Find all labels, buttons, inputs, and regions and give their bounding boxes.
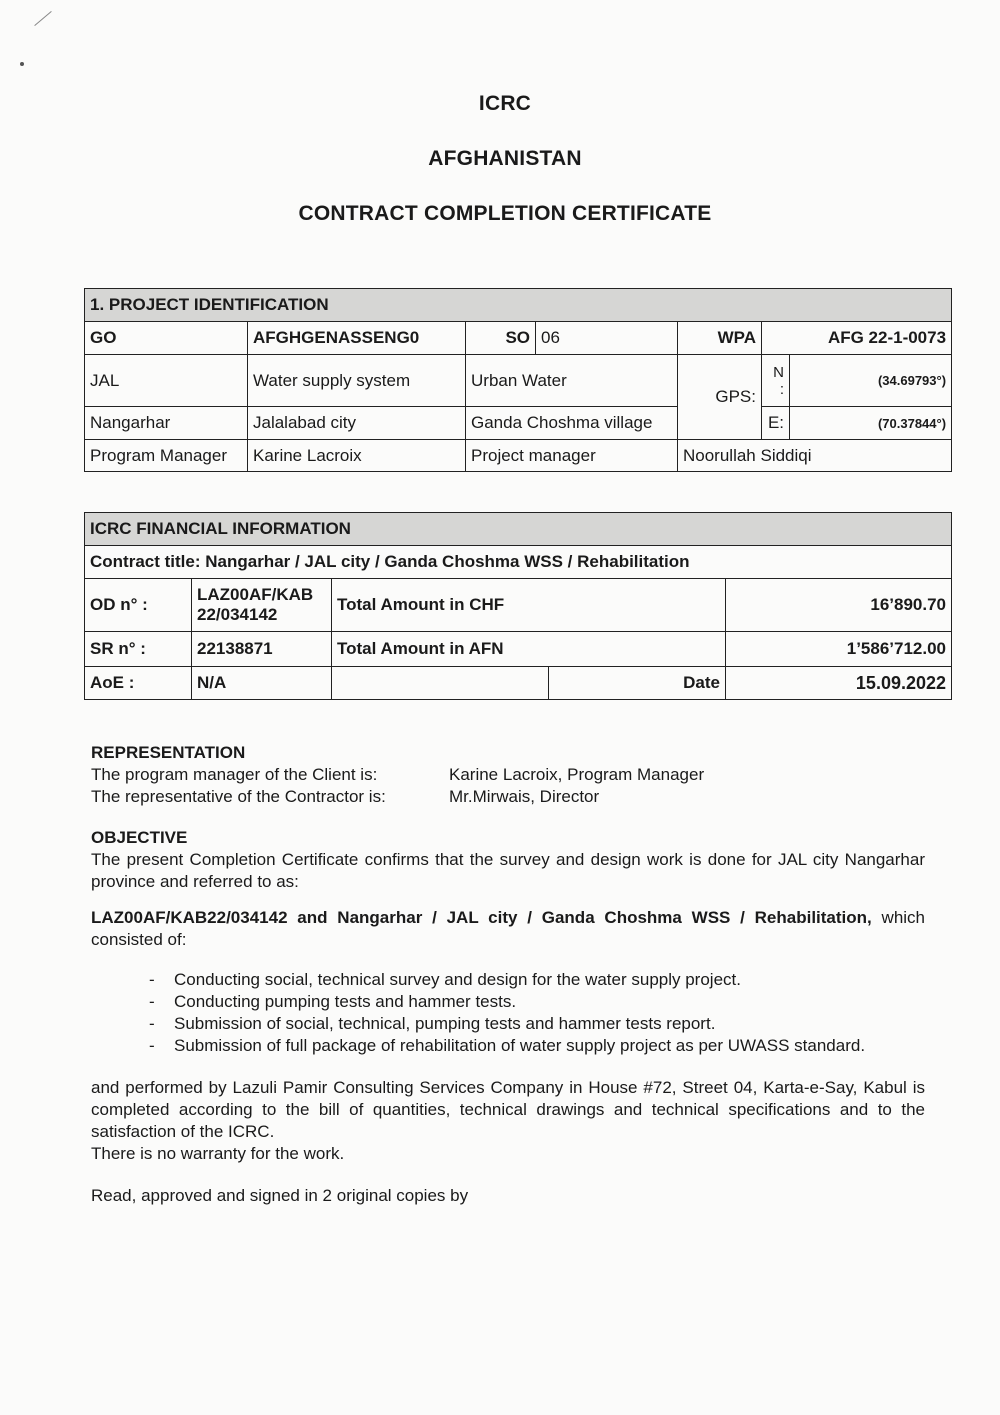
- go-label: GO: [85, 322, 248, 355]
- list-item: - Submission of social, technical, pumping tests and hammer tests report.: [91, 1013, 925, 1035]
- financial-information-table: [84, 512, 952, 700]
- province: Nangarhar: [85, 407, 248, 440]
- village: Ganda Choshma village: [466, 407, 678, 440]
- total-chf-label: Total Amount in CHF: [332, 579, 726, 632]
- list-item: - Conducting social, technical survey and design for the water supply project.: [91, 969, 925, 991]
- date-label: Date: [549, 667, 726, 700]
- project-manager-label: Project manager: [466, 440, 678, 472]
- objective-section: [91, 827, 925, 1207]
- document-title: CONTRACT COMPLETION CERTIFICATE: [298, 202, 712, 225]
- client-representative-row: [91, 764, 704, 786]
- contract-title-row: [85, 546, 952, 579]
- project-manager-name: Noorullah Siddiqi: [678, 440, 952, 472]
- gps-e-label: E:: [762, 407, 790, 440]
- total-afn-value: 1’586’712.00: [726, 632, 952, 667]
- go-value: AFGHGENASSENG0: [248, 322, 466, 355]
- city: Jalalabad city: [248, 407, 466, 440]
- signature-statement: Read, approved and signed in 2 original copies by: [91, 1186, 469, 1205]
- representation-heading: REPRESENTATION: [91, 743, 246, 762]
- contractor-value: Mr.Mirwais, Director: [449, 787, 600, 806]
- wpa-value: AFG 22-1-0073: [762, 322, 952, 355]
- program-manager-name: Karine Lacroix: [248, 440, 466, 472]
- sr-value: 22138871: [192, 632, 332, 667]
- region-code: JAL: [85, 355, 248, 407]
- client-label: The program manager of the Client is:: [91, 765, 378, 784]
- warranty-statement: There is no warranty for the work.: [91, 1144, 345, 1163]
- aoe-label: AoE :: [85, 667, 192, 700]
- objective-heading: OBJECTIVE: [91, 828, 188, 847]
- representation-section: [91, 742, 704, 808]
- od-value: LAZ00AF/KAB 22/034142: [192, 579, 332, 632]
- aoe-value: N/A: [192, 667, 332, 700]
- org-title: ICRC: [478, 92, 532, 115]
- project-section-title: 1. PROJECT IDENTIFICATION: [85, 289, 952, 322]
- work-items-list: [91, 969, 925, 1057]
- date-value: 15.09.2022: [726, 667, 952, 700]
- program-manager-label: Program Manager: [85, 440, 248, 472]
- total-afn-label: Total Amount in AFN: [332, 632, 726, 667]
- contract-title-value: Nangarhar / JAL city / Ganda Choshma WSS / Rehabilitation: [205, 552, 690, 571]
- gps-label: GPS:: [678, 355, 762, 440]
- objective-reference: [91, 907, 925, 951]
- od-label: OD n° :: [85, 579, 192, 632]
- country-title: AFGHANISTAN: [428, 147, 582, 170]
- financial-section-title: ICRC FINANCIAL INFORMATION: [85, 513, 952, 546]
- contractor-label: The representative of the Contractor is:: [91, 787, 386, 806]
- client-value: Karine Lacroix, Program Manager: [449, 765, 705, 784]
- empty-cell: [332, 667, 549, 700]
- total-chf-value: 16’890.70: [726, 579, 952, 632]
- reference-bold: LAZ00AF/KAB22/034142 and Nangarhar / JAL city / Ganda Choshma WSS / Rehabilitation,: [91, 908, 872, 927]
- list-item: - Conducting pumping tests and hammer tests.: [91, 991, 925, 1013]
- list-item: - Submission of full package of rehabilitation of water supply project as per UWASS standard.: [91, 1035, 925, 1057]
- sr-label: SR n° :: [85, 632, 192, 667]
- gps-n-value: (34.69793°): [790, 355, 952, 407]
- project-identification-table: [84, 288, 952, 472]
- performed-paragraph: and performed by Lazuli Pamir Consulting Services Company in House #72, Street 04, Karta-e-Say, Kabul is completed according to the bill of quantities, technical drawings and technical specifications and to the satisfaction of the ICRC.: [91, 1078, 925, 1141]
- gps-n-label: N :: [762, 355, 790, 407]
- wpa-label: WPA: [678, 322, 762, 355]
- contract-title-label: Contract title:: [90, 552, 201, 571]
- system-type: Water supply system: [248, 355, 466, 407]
- objective-intro: The present Completion Certificate confirms that the survey and design work is done for JAL city Nangarhar province and referred to as:: [91, 850, 925, 891]
- scan-dot: [20, 62, 24, 66]
- water-category: Urban Water: [466, 355, 678, 407]
- gps-e-value: (70.37844°): [790, 407, 952, 440]
- so-label: SO: [466, 322, 536, 355]
- so-value: 06: [536, 322, 678, 355]
- scan-mark: [34, 11, 51, 26]
- contractor-representative-row: [91, 786, 704, 808]
- reference-rest: which consisted of:: [91, 908, 926, 949]
